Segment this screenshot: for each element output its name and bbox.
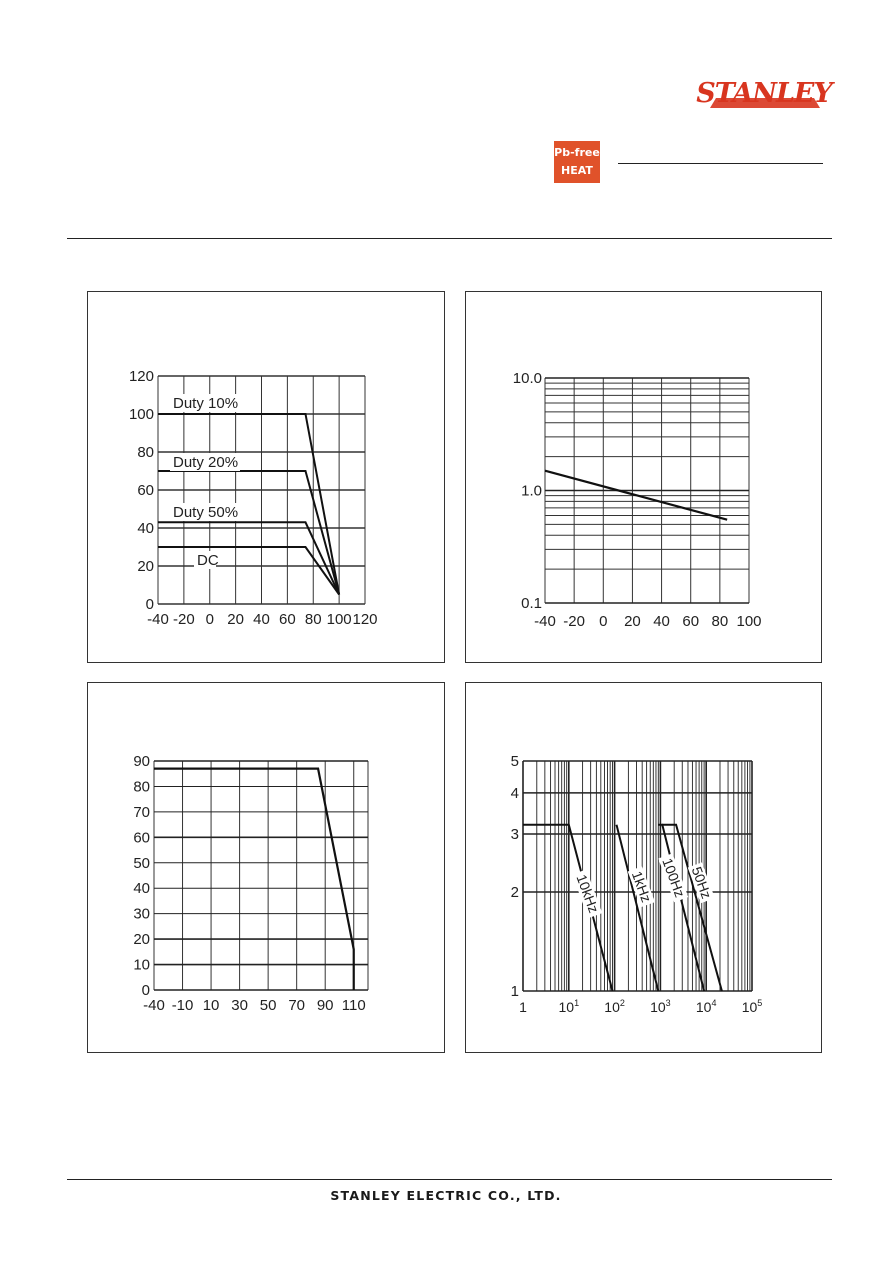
y-tick-label: 0 bbox=[145, 596, 154, 613]
x-tick-label: 110 bbox=[341, 997, 366, 1014]
y-tick-label: 40 bbox=[137, 520, 154, 537]
x-tick-label: 90 bbox=[316, 997, 334, 1014]
badge-line-2: HEAT bbox=[561, 164, 593, 177]
x-tick-label: -10 bbox=[171, 997, 194, 1014]
y-tick-label: 90 bbox=[133, 753, 150, 770]
series-label-group bbox=[658, 853, 689, 902]
x-tick-label: 60 bbox=[279, 611, 296, 628]
x-tick-label: 40 bbox=[253, 611, 270, 628]
x-tick-label: 1 bbox=[519, 999, 527, 1015]
y-tick-label: 70 bbox=[133, 803, 150, 821]
x-tick-label: -20 bbox=[563, 613, 585, 630]
y-tick-label: 60 bbox=[137, 482, 154, 499]
y-tick-label: 3 bbox=[510, 826, 519, 844]
x-tick-label: 40 bbox=[653, 613, 670, 630]
header-divider bbox=[67, 238, 832, 239]
y-tick-label: 80 bbox=[133, 778, 150, 796]
logo-text: STANLEY bbox=[696, 78, 832, 109]
x-tick-label: 80 bbox=[711, 613, 729, 630]
series-label: 50Hz bbox=[688, 864, 715, 901]
series-label: Duty 50% bbox=[173, 504, 239, 521]
x-tick-label: 0 bbox=[599, 613, 608, 630]
x-tick-label: 70 bbox=[288, 997, 306, 1014]
series-line bbox=[154, 769, 354, 990]
series-label: 10kHz bbox=[573, 872, 603, 916]
y-tick-label: 20 bbox=[133, 931, 150, 949]
x-tick-label: $10^2$ bbox=[604, 998, 625, 1015]
x-tick-label: -40 bbox=[534, 613, 556, 630]
y-tick-label: 10 bbox=[133, 956, 150, 974]
x-tick-label: 80 bbox=[304, 611, 322, 628]
series-label: Duty 20% bbox=[173, 454, 239, 471]
x-tick-label: 50 bbox=[259, 997, 277, 1014]
y-tick-label: 80 bbox=[137, 444, 154, 461]
series-line bbox=[658, 825, 704, 991]
x-tick-label: $10^1$ bbox=[558, 998, 580, 1015]
chart-3 bbox=[88, 683, 446, 1054]
chart-4 bbox=[466, 683, 823, 1054]
company-name: STANLEY ELECTRIC CO., LTD. bbox=[330, 1188, 562, 1203]
x-tick-label: -40 bbox=[143, 997, 165, 1014]
y-tick-label: 100 bbox=[128, 406, 154, 423]
x-tick-label: -40 bbox=[147, 611, 169, 628]
chart-panel-3 bbox=[87, 682, 445, 1053]
y-tick-label: 10.0 bbox=[512, 370, 542, 387]
badge-line-1: Pb-free bbox=[554, 146, 600, 159]
x-tick-label: 100 bbox=[326, 611, 352, 628]
x-tick-label: 120 bbox=[352, 611, 378, 628]
y-tick-label: 4 bbox=[510, 784, 519, 802]
x-tick-label: 20 bbox=[227, 611, 244, 628]
y-tick-label: 30 bbox=[133, 905, 150, 923]
y-tick-label: 20 bbox=[137, 558, 154, 575]
x-tick-label: -20 bbox=[173, 611, 195, 628]
series-label: 1kHz bbox=[628, 868, 655, 905]
series-line bbox=[158, 522, 339, 594]
y-tick-label: 1.0 bbox=[521, 482, 542, 500]
series-label-group bbox=[572, 869, 603, 918]
y-tick-label: 0 bbox=[141, 982, 150, 999]
y-tick-label: 0.1 bbox=[521, 595, 542, 612]
series-label: DC bbox=[197, 552, 219, 569]
x-tick-label: 100 bbox=[736, 613, 762, 630]
x-tick-label: 20 bbox=[624, 613, 641, 630]
x-tick-label: 10 bbox=[202, 997, 220, 1014]
x-tick-label: $10^4$ bbox=[695, 998, 717, 1015]
x-tick-label: 0 bbox=[205, 611, 214, 628]
chart-panel-4 bbox=[465, 682, 822, 1053]
pb-free-heat-badge bbox=[554, 141, 600, 183]
series-label: 100Hz bbox=[659, 855, 689, 900]
x-tick-label: $10^5$ bbox=[741, 998, 763, 1015]
stanley-logo bbox=[696, 68, 832, 112]
y-tick-label: 60 bbox=[133, 829, 150, 847]
y-tick-label: 5 bbox=[510, 753, 519, 770]
y-tick-label: 120 bbox=[128, 368, 154, 385]
y-tick-label: 40 bbox=[133, 880, 150, 898]
chart-panel-2 bbox=[465, 291, 822, 663]
y-tick-label: 2 bbox=[510, 883, 519, 901]
chart-1 bbox=[88, 292, 446, 664]
x-tick-label: 30 bbox=[231, 997, 248, 1014]
chart-2 bbox=[466, 292, 823, 664]
x-tick-label: 60 bbox=[682, 613, 700, 630]
series-line bbox=[158, 547, 339, 595]
series-line bbox=[616, 825, 658, 991]
series-label: Duty 10% bbox=[173, 395, 239, 412]
x-tick-label: $10^3$ bbox=[650, 998, 671, 1015]
header-rule-short bbox=[618, 163, 823, 164]
footer-divider bbox=[67, 1179, 832, 1180]
y-tick-label: 50 bbox=[133, 854, 150, 872]
y-tick-label: 1 bbox=[510, 983, 519, 1000]
chart-panel-1 bbox=[87, 291, 445, 663]
